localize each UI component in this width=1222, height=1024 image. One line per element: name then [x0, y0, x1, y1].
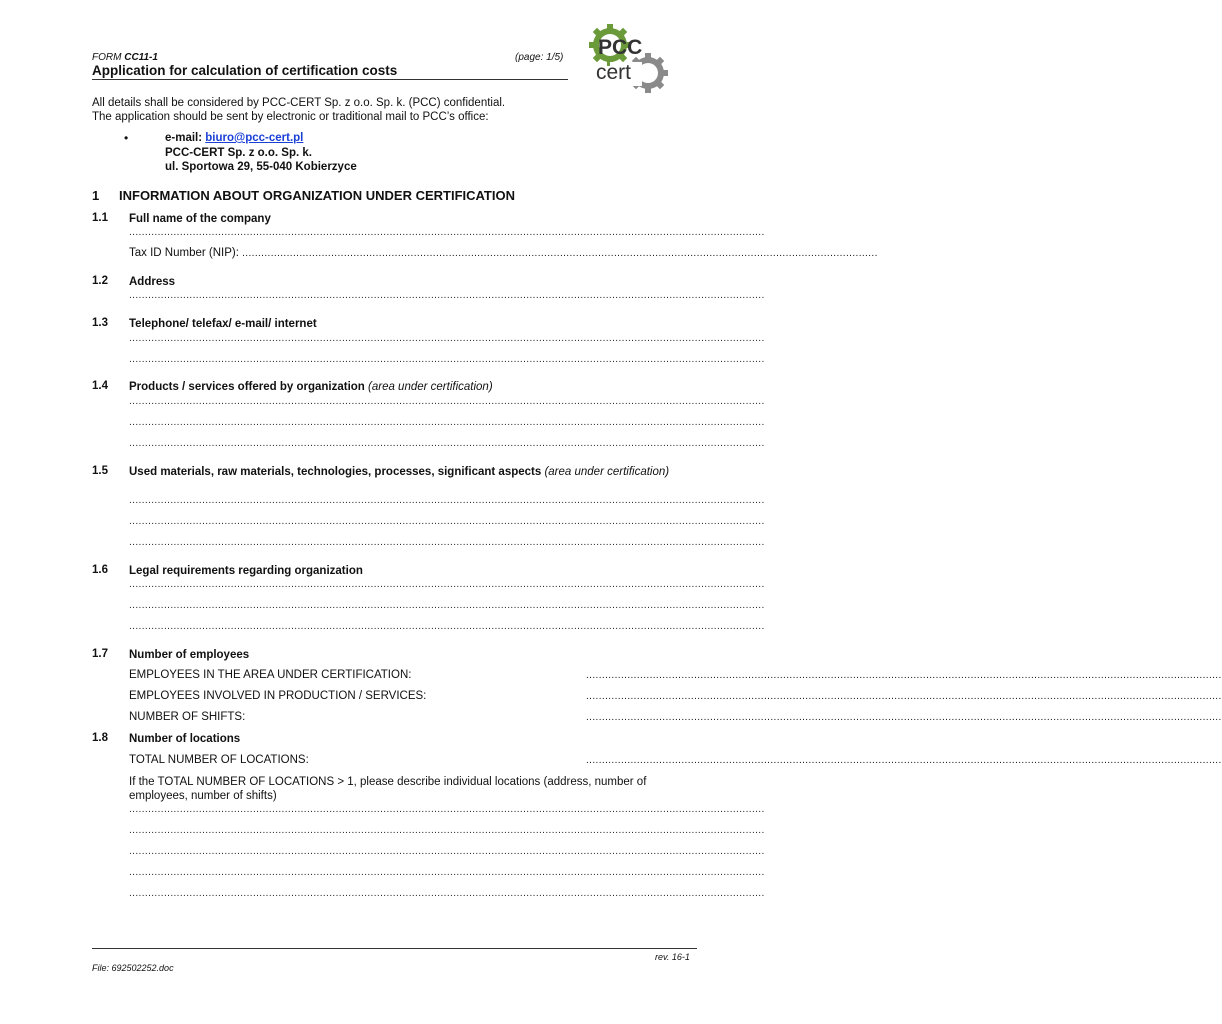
section-title: INFORMATION ABOUT ORGANIZATION UNDER CERTIFICATION [119, 188, 515, 203]
fill-in-line[interactable]: ........................................................................................................................................................................................................ [129, 888, 765, 899]
fill-in-line[interactable]: ........................................................................................................................................................................................................ [129, 846, 765, 857]
item-number: 1.5 [92, 465, 108, 477]
file-name: File: 692502252.doc [92, 963, 174, 973]
employees-production-field[interactable]: ........................................................................................................................................................................................................ [586, 691, 1222, 702]
fill-in-line[interactable]: ........................................................................................................................................................................................................ [129, 396, 765, 407]
item-title: Address [129, 276, 176, 288]
fill-in-line[interactable]: ........................................................................................................................................................................................................ [129, 290, 765, 301]
locations-description: If the TOTAL NUMBER OF LOCATIONS > 1, please describe individual locations (address, number of employees, number of shifts) [129, 776, 647, 802]
page-number: (page: 1/5) [515, 52, 564, 63]
item-title: Products / services offered by organization (area under certification) [129, 381, 493, 393]
item-title: Telephone/ telefax/ e-mail/ internet [129, 318, 317, 330]
fill-in-line[interactable]: ........................................................................................................................................................................................................ [129, 227, 765, 238]
intro-text: All details shall be considered by PCC-CERT Sp. z o.o. Sp. k. (PCC) confidential. The application should be sent by electronic or traditional mail to PCC’s office: [92, 97, 506, 123]
fill-in-line[interactable]: ........................................................................................................................................................................................................ [129, 495, 765, 506]
item-number: 1.3 [92, 317, 108, 329]
footer-divider [92, 948, 697, 949]
fill-in-line[interactable]: ........................................................................................................................................................................................................ [129, 825, 765, 836]
email-link[interactable]: biuro@pcc-cert.pl [205, 132, 304, 144]
fill-in-line[interactable]: ........................................................................................................................................................................................................ [129, 333, 765, 344]
item-number: 1.4 [92, 380, 108, 392]
item-number: 1.7 [92, 648, 108, 660]
logo-text-cert: cert [596, 61, 632, 84]
title-divider [92, 79, 568, 80]
fill-in-line[interactable]: ........................................................................................................................................................................................................ [129, 438, 765, 449]
fill-in-line[interactable]: ........................................................................................................................................................................................................ [129, 417, 765, 428]
item-number: 1.6 [92, 564, 108, 576]
locations-label: TOTAL NUMBER OF LOCATIONS: [129, 754, 309, 766]
employees-area-label: EMPLOYEES IN THE AREA UNDER CERTIFICATION: [129, 669, 412, 681]
document-title: Application for calculation of certification costs [92, 63, 398, 78]
employees-area-field[interactable]: ........................................................................................................................................................................................................ [586, 670, 1222, 681]
fill-in-line[interactable]: ........................................................................................................................................................................................................ [129, 579, 765, 590]
fill-in-line[interactable]: ........................................................................................................................................................................................................ [129, 804, 765, 815]
fill-in-line[interactable]: ........................................................................................................................................................................................................ [129, 516, 765, 527]
fill-in-line[interactable]: ........................................................................................................................................................................................................ [129, 867, 765, 878]
item-title: Full name of the company [129, 213, 271, 225]
pcc-cert-logo [576, 18, 672, 98]
item-number: 1.8 [92, 732, 108, 744]
item-title: Legal requirements regarding organization [129, 565, 363, 577]
fill-in-line[interactable]: ........................................................................................................................................................................................................ [129, 354, 765, 365]
employees-production-label: EMPLOYEES INVOLVED IN PRODUCTION / SERVICES: [129, 690, 427, 702]
item-title: Used materials, raw materials, technologies, processes, significant aspects (area under certification) [129, 466, 670, 478]
form-code: FORM CC11-1 [92, 52, 158, 63]
item-number: 1.1 [92, 212, 108, 224]
item-title: Number of locations [129, 733, 241, 745]
fill-in-line[interactable]: ........................................................................................................................................................................................................ [129, 621, 765, 632]
section-number: 1 [92, 188, 100, 203]
shifts-label: NUMBER OF SHIFTS: [129, 711, 246, 723]
fill-in-line[interactable]: ........................................................................................................................................................................................................ [129, 600, 765, 611]
revision: rev. 16-1 [655, 952, 690, 962]
item-title: Number of employees [129, 649, 250, 661]
fill-in-line[interactable]: ........................................................................................................................................................................................................ [129, 537, 765, 548]
logo-text-pcc: PCC [598, 36, 643, 59]
shifts-field[interactable]: ........................................................................................................................................................................................................ [586, 712, 1222, 723]
item-number: 1.2 [92, 275, 108, 287]
locations-field[interactable]: ........................................................................................................................................................................................................ [586, 755, 1222, 766]
bullet: • [124, 131, 129, 145]
contact-block: e-mail: biuro@pcc-cert.pl PCC-CERT Sp. z o.o. Sp. k. ul. Sportowa 29, 55-040 Kobierzyce [165, 132, 357, 173]
tax-id-field[interactable]: Tax ID Number (NIP): ........................................................................................................................................................................................................ [129, 247, 878, 259]
